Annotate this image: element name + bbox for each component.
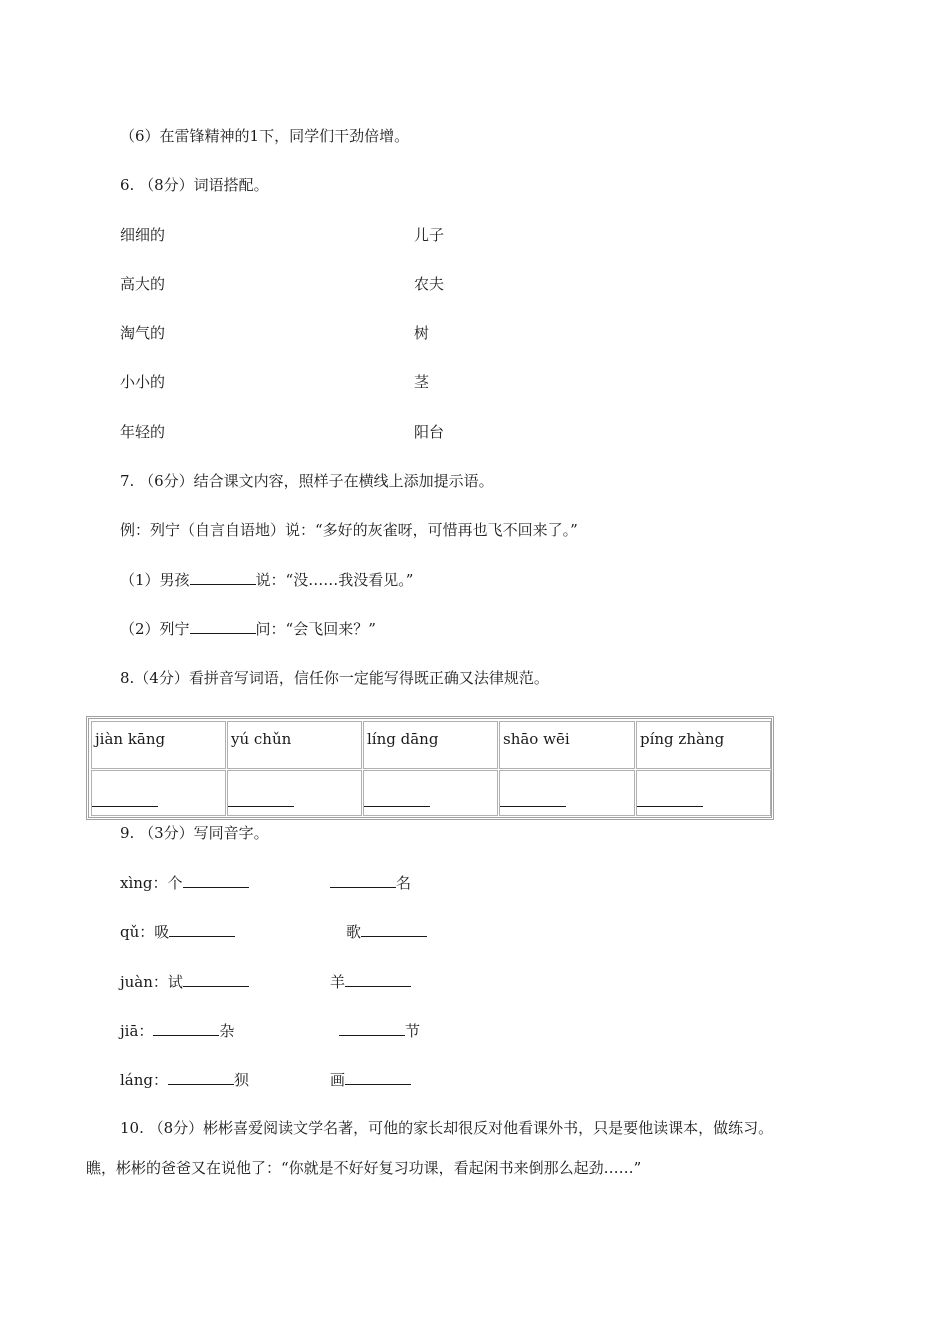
- answer-blank[interactable]: [183, 971, 249, 987]
- pair-a-post: 狈: [234, 1071, 250, 1089]
- homophone-pair-b: [330, 971, 411, 992]
- pair-b-pre: 画: [330, 1071, 346, 1089]
- match-left-4: 小小的: [120, 373, 166, 391]
- question-10-line-1: 10. （8分）彬彬喜爱阅读文学名著，可他的家长却很反对他看课外书，只是要他读课本，做练习。: [120, 1119, 774, 1137]
- question-7-item-1: [120, 569, 413, 590]
- answer-blank[interactable]: [339, 1020, 405, 1036]
- match-right-4: 茎: [414, 373, 430, 391]
- homophone-row: [120, 971, 249, 992]
- question-10-line-2: 瞧，彬彬的爸爸又在说他了：“你就是不好好复习功课，看起闲书来倒那么起劲……”: [86, 1159, 642, 1177]
- match-left-1: 细细的: [120, 226, 166, 244]
- pair-a-pre: 个: [167, 874, 183, 892]
- answer-blank[interactable]: [168, 1069, 234, 1085]
- answer-line: [637, 806, 703, 807]
- answer-line: [364, 806, 430, 807]
- answer-blank[interactable]: [153, 1020, 219, 1036]
- homophone-row: [120, 872, 249, 893]
- answer-cell[interactable]: [91, 770, 226, 816]
- row-pinyin: juàn：: [120, 973, 168, 991]
- answer-line: [500, 806, 566, 807]
- match-right-5: 阳台: [414, 423, 445, 441]
- pinyin-table: [86, 716, 774, 820]
- answer-blank[interactable]: [190, 569, 256, 585]
- pair-a-post: 杂: [219, 1022, 235, 1040]
- pinyin-text: shāo wēi: [503, 730, 570, 748]
- match-left-2: 高大的: [120, 275, 166, 293]
- question-5-item-6: （6）在雷锋精神的1下，同学们干劲倍增。: [120, 127, 410, 145]
- homophone-row: [120, 1069, 249, 1090]
- answer-blank[interactable]: [169, 921, 235, 937]
- match-left-3: 淘气的: [120, 324, 166, 342]
- answer-blank[interactable]: [190, 618, 256, 634]
- answer-line: [228, 806, 294, 807]
- answer-blank[interactable]: [361, 921, 427, 937]
- answer-blank[interactable]: [345, 971, 411, 987]
- homophone-row: [120, 1020, 234, 1041]
- pair-b-pre: 歌: [346, 923, 362, 941]
- answer-cell[interactable]: [636, 770, 771, 816]
- homophone-pair-b: [339, 1020, 420, 1041]
- pair-b-pre: 羊: [330, 973, 346, 991]
- row-pinyin: láng：: [120, 1071, 169, 1089]
- pair-b-post: 节: [405, 1022, 421, 1040]
- question-9-title: 9. （3分）写同音字。: [120, 824, 269, 842]
- match-right-3: 树: [414, 324, 430, 342]
- match-right-1: 儿子: [414, 226, 445, 244]
- answer-blank[interactable]: [330, 872, 396, 888]
- pair-a-pre: 吸: [154, 923, 170, 941]
- pinyin-text: líng dāng: [367, 730, 439, 748]
- item-1-suffix: 说：“没……我没看见。”: [255, 571, 414, 589]
- homophone-pair-b: [346, 921, 427, 942]
- match-left-5: 年轻的: [120, 423, 166, 441]
- row-pinyin: xìng：: [120, 874, 168, 892]
- answer-cell[interactable]: [363, 770, 498, 816]
- homophone-pair-b: [330, 872, 411, 893]
- answer-line: [92, 806, 158, 807]
- question-6-title: 6. （8分）词语搭配。: [120, 176, 269, 194]
- answer-blank[interactable]: [183, 872, 249, 888]
- pinyin-text: jiàn kāng: [95, 730, 166, 748]
- pair-a-pre: 试: [167, 973, 183, 991]
- homophone-pair-b: [330, 1069, 411, 1090]
- item-2-prefix: （2）列宁: [120, 620, 190, 638]
- item-2-suffix: 问：“会飞回来？”: [255, 620, 376, 638]
- pair-b-post: 名: [396, 874, 412, 892]
- match-right-2: 农夫: [414, 275, 445, 293]
- pinyin-cell: [636, 721, 771, 769]
- homophone-row: [120, 921, 235, 942]
- row-pinyin: qǔ：: [120, 923, 155, 941]
- pinyin-text: píng zhàng: [640, 730, 725, 748]
- pinyin-cell: [91, 721, 226, 769]
- question-7-example: 例：列宁（自言自语地）说：“多好的灰雀呀，可惜再也飞不回来了。”: [120, 521, 578, 539]
- pinyin-text: yú chǔn: [231, 730, 292, 748]
- question-7-title: 7. （6分）结合课文内容，照样子在横线上添加提示语。: [120, 472, 494, 490]
- pinyin-cell: [363, 721, 498, 769]
- question-7-item-2: [120, 618, 376, 639]
- answer-blank[interactable]: [345, 1069, 411, 1085]
- row-pinyin: jiā：: [120, 1022, 154, 1040]
- question-8-title: 8.（4分）看拼音写词语，信任你一定能写得既正确又法律规范。: [120, 669, 549, 687]
- answer-cell[interactable]: [227, 770, 362, 816]
- pinyin-cell: [227, 721, 362, 769]
- item-1-prefix: （1）男孩: [120, 571, 190, 589]
- answer-cell[interactable]: [499, 770, 635, 816]
- pinyin-cell: [499, 721, 635, 769]
